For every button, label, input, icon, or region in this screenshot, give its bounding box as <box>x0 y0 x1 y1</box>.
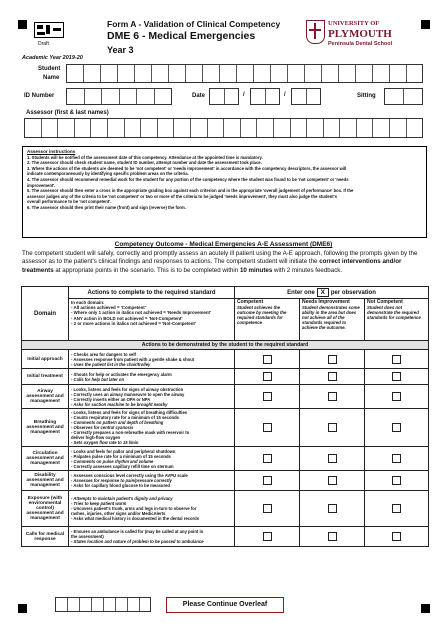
action-item: - Uses the patient list in the chair/trolley <box>71 361 151 367</box>
outcome-text-part: with 2 minutes feedback. <box>272 266 343 274</box>
academic-year: Academic Year 2019-20 <box>22 55 83 61</box>
assessment-table <box>21 286 429 547</box>
instruction-line: 1. Students will be notified of the assessment date of this competency. Attendance at the appointed time is mandatory. <box>27 154 263 160</box>
action-item: rashes, injuries, other signs and/or MedicAlerts <box>71 511 166 516</box>
continue-overleaf-notice: Please Continue Overleaf <box>166 597 284 613</box>
student-name-field[interactable] <box>66 64 423 83</box>
domain-breathing: Breathing assessment and management <box>22 409 69 447</box>
enter-one-header <box>235 287 429 299</box>
instruction-line: overall performance to be 'not competent'. <box>27 199 112 205</box>
grade-cell <box>235 350 300 369</box>
instruction-line: improvement'. <box>27 182 56 188</box>
action-item: - Counts respiratory rate for a minimum of 15 seconds <box>71 415 179 420</box>
needs-improvement-checkbox[interactable] <box>328 355 337 364</box>
action-item: - Assesses conscious level correctly using the AVPU scale <box>71 473 188 478</box>
not-competent-checkbox[interactable] <box>392 355 401 364</box>
university-crest-icon <box>306 20 325 44</box>
instruction-line: 5. The assessor should then enter a cross in the appropriate grading box against each criterion and in the appropriate 'overall judgement of performance' box. If the <box>27 188 354 194</box>
id-number-label: ID Number <box>24 93 55 99</box>
grade-cell <box>235 527 300 547</box>
domain-circulation: Circulation assessment and management <box>22 447 69 471</box>
action-item: - Correctly prepares a non-rebreathe mask with reservoir to <box>71 430 190 435</box>
instruction-line: indicate contemporaneously by identifying specific problem areas on the criteria. <box>27 171 189 177</box>
grading-rule: - 2 or more actions in italics not achieved = 'Not-Competent' <box>71 320 196 326</box>
grade-cell <box>365 491 429 527</box>
actions-disability <box>69 471 235 491</box>
outcome-text-part: The competent student will safely, correctly and promptly assess an acutely ill patient using the A-E approach, following the prompts given by the assessor as to the patient's clinical findings and responses to actions. The competent student will initiate the <box>22 250 418 266</box>
date-label: Date <box>192 93 206 99</box>
sitting-label: Sitting <box>357 93 376 99</box>
level-desc: Student demonstrates some ability in the area but does not achieve all of the standards required to achieve the outcome. <box>302 305 360 330</box>
grading-rule: - All actions achieved = 'Competent' <box>71 305 146 311</box>
actions-circulation <box>69 447 235 471</box>
competent-checkbox[interactable] <box>263 423 272 432</box>
grade-cell <box>300 491 365 527</box>
action-item: - Tries to keep patient warm <box>71 501 127 506</box>
action-item: - Palpates pulse rate for a minimum of 15 seconds <box>71 453 171 459</box>
needs-improvement-checkbox[interactable] <box>328 423 337 432</box>
form-subtitle: DME 6 - Medical Emergencies <box>107 30 256 42</box>
instruction-line: 4. The assessor should recommend remedial work for the student for any portion of the competency where the student was found to be 'not competent' or 'needs <box>27 176 349 182</box>
actions-breathing <box>69 409 235 447</box>
actions-initial-approach <box>69 350 235 369</box>
grade-cell <box>300 409 365 447</box>
action-item: - Sets oxygen flow rate to 15 l/min <box>71 440 139 445</box>
action-item: - Checks area for dangers to self <box>71 351 136 357</box>
actions-exposure <box>69 491 235 527</box>
draft-barcode-icon <box>34 22 64 38</box>
action-item: the assessment) <box>71 534 104 539</box>
enter-one-text: Enter one <box>287 290 315 296</box>
needs-improvement-checkbox[interactable] <box>328 454 337 463</box>
domain-medical-response: Calls for medical response <box>22 527 69 547</box>
needs-improvement-checkbox[interactable] <box>328 372 337 381</box>
competent-checkbox[interactable] <box>263 476 272 485</box>
university-name-line1: UNIVERSITY OF <box>328 20 380 27</box>
action-item: - Attempts to maintain patient's dignity and privacy <box>71 496 173 501</box>
draft-label: Draft <box>38 41 49 47</box>
level-competent <box>235 299 300 341</box>
action-item: - Ensures an ambulance is called for (may be called at any point in <box>71 529 204 534</box>
needs-improvement-checkbox[interactable] <box>328 392 337 401</box>
domain-exposure: Exposure (with environmental control) assessment and management <box>22 491 69 527</box>
corner-marker-top-right <box>421 20 430 29</box>
actions-header: Actions to complete to the required standard <box>69 287 235 299</box>
outcome-text <box>22 250 427 275</box>
not-competent-checkbox[interactable] <box>392 532 401 541</box>
university-name-line2: PLYMOUTH <box>328 28 392 40</box>
domain-initial-treatment: Initial treatment <box>22 369 69 385</box>
outcome-text-bold: 10 minutes <box>239 266 273 274</box>
name-label: Name <box>43 75 60 81</box>
actions-initial-treatment <box>69 369 235 385</box>
needs-improvement-checkbox[interactable] <box>328 476 337 485</box>
corner-marker-bottom-left <box>18 604 27 613</box>
grading-rule: - ANY action in BOLD not achieved = 'Not-Competent' <box>71 315 183 321</box>
grade-cell <box>300 350 365 369</box>
action-item: - Looks, listens and feels for signs of airway obstruction <box>71 386 184 392</box>
action-item: deliver high-flow oxygen <box>71 435 121 440</box>
corner-marker-bottom-right <box>421 604 430 613</box>
corner-marker-top-left <box>18 20 27 29</box>
level-title: Needs Improvement <box>302 299 350 305</box>
grade-cell <box>235 409 300 447</box>
instructions-title: Assessor instructions <box>27 149 76 154</box>
grading-rule: - Where only 1 action in italics not achieved = 'Needs Improvement' <box>71 310 212 316</box>
university-school: Peninsula Dental School <box>328 41 393 47</box>
domain-initial-approach: Initial approach <box>22 350 69 369</box>
level-not-competent <box>365 299 429 341</box>
x-mark-box: X <box>317 288 329 297</box>
actions-medical-response <box>69 527 235 547</box>
level-title: Competent <box>237 299 264 305</box>
not-competent-checkbox[interactable] <box>392 454 401 463</box>
instruction-line: 3. Where the actions of the students are deemed to be 'not competent' or 'needs improvement' in accordance with the competency descriptors, the assessor will <box>27 165 347 171</box>
demonstrated-bar: Actions to be demonstrated by the student to the required standard <box>22 341 429 350</box>
level-desc: Student achieves the outcome by meeting the required standards for competence <box>237 305 287 325</box>
grade-cell <box>235 471 300 491</box>
enter-one-text: per observation <box>330 290 376 296</box>
action-item: - Correctly inserts either an OPA or NPA <box>71 396 151 402</box>
form-title: Form A - Validation of Clinical Competency <box>107 19 281 29</box>
grading-rules <box>69 299 235 341</box>
grade-cell <box>300 527 365 547</box>
competent-checkbox[interactable] <box>263 392 272 401</box>
competent-checkbox[interactable] <box>263 372 272 381</box>
date-separator: / <box>243 92 245 98</box>
action-item: - Observes for central cyanosis <box>71 425 134 430</box>
action-item: - Uncovers patient's trunk, arms and legs in-turn to observe for <box>71 506 197 511</box>
sitting-field[interactable] <box>384 88 423 105</box>
competent-checkbox[interactable] <box>263 355 272 364</box>
date-year-field[interactable] <box>291 88 321 105</box>
not-competent-checkbox[interactable] <box>392 372 401 381</box>
actions-airway <box>69 385 235 409</box>
date-day-field[interactable] <box>209 88 239 105</box>
action-item: - Looks, listens and feels for signs of breathing difficulties <box>71 410 188 415</box>
domain-header: Domain <box>22 287 69 341</box>
not-competent-checkbox[interactable] <box>392 476 401 485</box>
grade-cell <box>365 369 429 385</box>
id-number-field[interactable] <box>66 88 172 105</box>
action-item: - States location and nature of problem to be passed to ambulance <box>71 539 204 544</box>
action-item: - Assesses response from patient with a gentle shake & shout <box>71 356 195 362</box>
page-id-field[interactable] <box>55 597 151 612</box>
action-item: - Correctly uses an airway manoeuvre to open the airway <box>71 391 185 397</box>
grade-cell <box>300 385 365 409</box>
action-item: - Asks for suction machine to be brought nearby <box>71 401 168 407</box>
action-item: - Shouts for help or activates the emergency alarm <box>71 371 172 377</box>
instruction-line: 6. The assessor should then print their name (front) and sign (reverse) the form. <box>27 204 186 210</box>
domain-disability: Disability assessment and management <box>22 471 69 491</box>
grade-cell <box>365 447 429 471</box>
competent-checkbox[interactable] <box>263 454 272 463</box>
action-item: - Correctly assesses capillary refill time on sternum <box>71 463 174 469</box>
level-desc: Student does not demonstrate the required standards for competence <box>367 305 421 320</box>
grade-cell <box>365 385 429 409</box>
outcome-text-part: at appropriate points in the scenario. This is to be completed within <box>53 266 240 274</box>
action-item: - Asks what medical history is documented in the dental records <box>71 516 200 521</box>
action-item: - Calls for help but later on <box>71 376 125 382</box>
action-item: - Asks for capillary blood glucose to be measured <box>71 483 170 488</box>
action-item: - Comments on pulse rhythm and volume <box>71 458 154 464</box>
needs-improvement-checkbox[interactable] <box>328 504 337 513</box>
action-item: - Assesses for response to pain/pressure correctly <box>71 478 172 483</box>
competent-checkbox[interactable] <box>263 532 272 541</box>
assessor-name-field[interactable] <box>24 118 423 138</box>
grade-cell <box>300 447 365 471</box>
not-competent-checkbox[interactable] <box>392 392 401 401</box>
grade-cell <box>235 369 300 385</box>
outcome-text-bold: correct interventions and/or treatments <box>22 258 402 274</box>
grade-cell <box>235 447 300 471</box>
not-competent-checkbox[interactable] <box>392 423 401 432</box>
grade-cell <box>365 409 429 447</box>
form-year: Year 3 <box>107 45 134 55</box>
outcome-title: Competency Outcome - Medical Emergencies A-E Assessment (DME6) <box>114 241 333 248</box>
instruction-line: assessor judges any of the criteria to be 'not competent' or two or more of the criteria to be judged 'needs improvement', they must also judge the student's <box>27 193 338 199</box>
grading-rules-title: In each domain: <box>71 300 105 305</box>
needs-improvement-checkbox[interactable] <box>328 532 337 541</box>
competent-checkbox[interactable] <box>263 504 272 513</box>
grade-cell <box>300 369 365 385</box>
action-item: - Looks and feels for pallor and peripheral shutdown <box>71 448 176 454</box>
date-month-field[interactable] <box>250 88 280 105</box>
instruction-line: 2. The assessor should check student name, student ID number, attempt number and date the assessment took place. <box>27 160 262 166</box>
not-competent-checkbox[interactable] <box>392 504 401 513</box>
assessor-label: Assessor (first & last names) <box>26 110 109 116</box>
grade-cell <box>300 471 365 491</box>
date-separator: / <box>284 92 286 98</box>
level-title: Not Competent <box>367 299 403 305</box>
grade-cell <box>365 350 429 369</box>
level-needs-improvement <box>300 299 365 341</box>
domain-airway: Airway assessment and management <box>22 385 69 409</box>
grade-cell <box>235 491 300 527</box>
assessor-instructions <box>22 146 427 238</box>
grade-cell <box>365 471 429 491</box>
grade-cell <box>365 527 429 547</box>
student-label: Student <box>38 66 61 72</box>
grade-cell <box>235 385 300 409</box>
action-item: - Comments on pattern and depth of breathing <box>71 420 164 425</box>
